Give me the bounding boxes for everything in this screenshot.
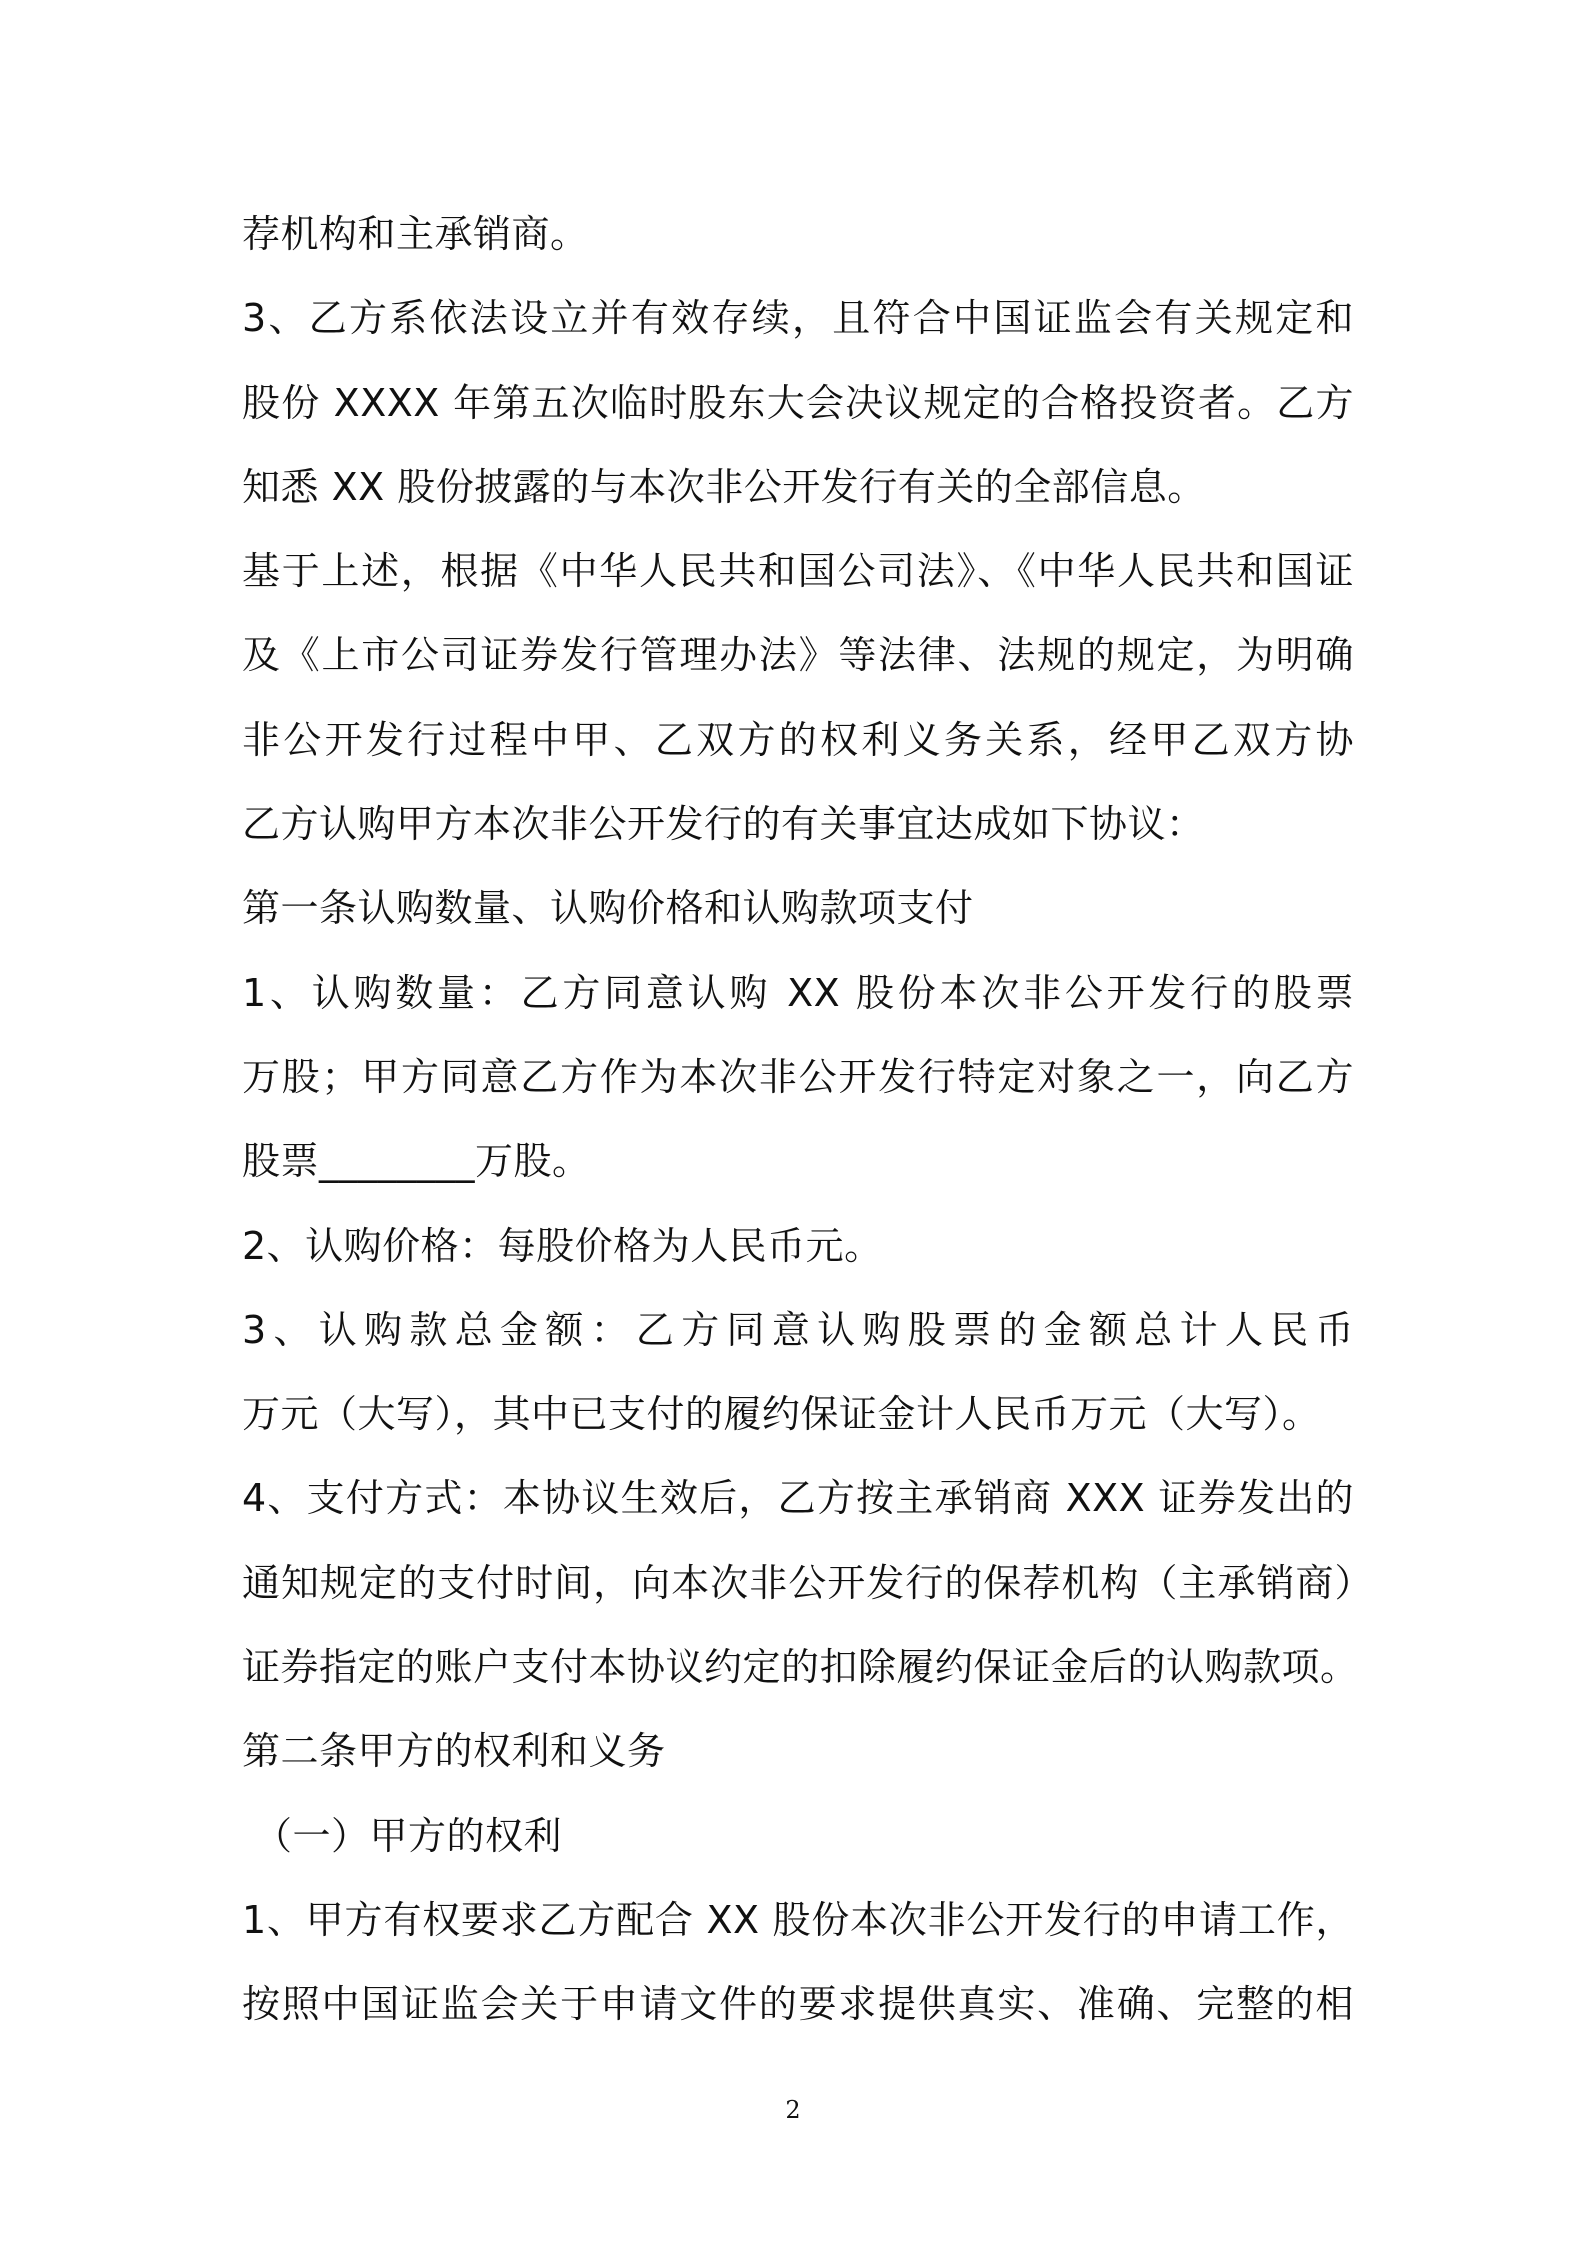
page-number: 2 <box>785 2096 801 2124</box>
text-line: 通知规定的支付时间，向本次非公开发行的保荐机构（主承销商） <box>242 1560 1354 1605</box>
text-line: 证券指定的账户支付本协议约定的扣除履约保证金后的认购款项。 <box>242 1645 1359 1690</box>
document-body <box>242 192 1359 2047</box>
text-line: 乙方认购甲方本次非公开发行的有关事宜达成如下协议： <box>242 802 1205 847</box>
text-line: 荐机构和主承销商。 <box>242 212 589 256</box>
text-line: 万元（大写），其中已支付的履约保证金计人民币万元（大写）。 <box>242 1392 1321 1437</box>
text-line: 股份 XXXX 年第五次临时股东大会决议规定的合格投资者。乙方 <box>242 380 1354 425</box>
text-line: 2、认购价格：每股价格为人民币元。 <box>242 1223 883 1268</box>
text-line: 1、认购数量：乙方同意认购 XX 股份本次非公开发行的股票 <box>242 970 1354 1015</box>
text-line: 及《上市公司证券发行管理办法》等法律、法规的规定，为明确 <box>242 633 1354 678</box>
text-line: 知悉 XX 股份披露的与本次非公开发行有关的全部信息。 <box>242 464 1206 509</box>
text-line: 基于上述，根据《中华人民共和国公司法》、《中华人民共和国证 <box>242 549 1354 594</box>
section-heading: 第一条认购数量、认购价格和认购款项支付 <box>242 886 974 931</box>
text-line: 1、甲方有权要求乙方配合 XX 股份本次非公开发行的申请工作， <box>242 1897 1354 1942</box>
text-line: 股票________万股。 <box>242 1139 591 1184</box>
subsection-heading: （一）甲方的权利 <box>254 1813 563 1858</box>
text-line: 万股；甲方同意乙方作为本次非公开发行特定对象之一，向乙方 <box>242 1054 1354 1099</box>
text-line: 3、认购款总金额：乙方同意认购股票的金额总计人民币 <box>242 1307 1354 1352</box>
text-line: 4、支付方式：本协议生效后，乙方按主承销商 XXX 证券发出的 <box>242 1476 1354 1521</box>
text-line: 非公开发行过程中甲、乙双方的权利义务关系，经甲乙双方协 <box>242 717 1354 762</box>
text-line: 按照中国证监会关于申请文件的要求提供真实、准确、完整的相 <box>242 1982 1354 2027</box>
section-heading: 第二条甲方的权利和义务 <box>242 1729 666 1774</box>
text-line: 3、乙方系依法设立并有效存续，且符合中国证监会有关规定和 <box>242 296 1354 341</box>
